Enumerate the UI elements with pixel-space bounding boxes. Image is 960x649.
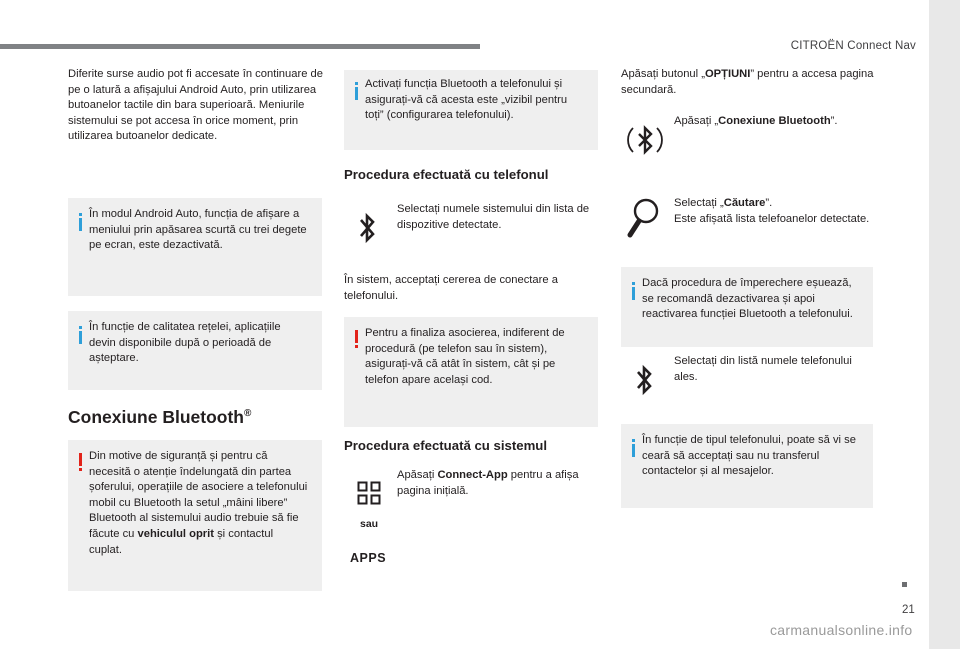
options-text: Apăsați butonul „OPȚIUNI” pentru a accesa pagina secundară.: [621, 68, 874, 96]
warning-flag-icon: [78, 453, 88, 471]
intro-paragraph: Diferite surse audio pot fi accesate în continuare de pe o latură a afișajului Android Auto, prin utilizarea butoanelor tactile din bara superioară. Meniurile sistemului se pot accesa în orice moment, prin utilizarea butoanelor dedicate.: [68, 68, 323, 143]
page-side-tab: [929, 0, 960, 649]
apps-button-label: APPS: [350, 551, 387, 565]
page-number: 21: [902, 604, 915, 616]
header-rule: [0, 44, 480, 49]
info-box-enable-bluetooth: [344, 70, 598, 150]
info-flag-icon: [78, 213, 88, 231]
bluetooth-icon: [633, 364, 655, 396]
info-flag-icon: [631, 282, 641, 300]
or-label: sau: [360, 518, 379, 530]
system-accept-text: În sistem, acceptați cererea de conectare a telefonului.: [344, 274, 558, 302]
system-step-text: Apăsați Connect-App pentru a afișa pagina inițială.: [397, 469, 579, 497]
info-text-enable-bluetooth: Activați funcția Bluetooth a telefonului și asigurați-vă că acesta este „vizibil pentru toți” (configurarea telefonului).: [365, 78, 568, 122]
watermark: carmanualsonline.info: [770, 622, 913, 638]
connect-app-grid-icon: [357, 481, 381, 505]
warning-box-safety: [68, 440, 322, 591]
info-flag-icon: [78, 326, 88, 344]
info-flag-icon: [631, 439, 641, 457]
info-text-network: În funcție de calitatea rețelei, aplicațiile devin disponibile după o perioadă de așteptare.: [89, 321, 281, 365]
step-bluetooth-connection-text: Apăsați „Conexiune Bluetooth”.: [674, 115, 838, 127]
bluetooth-icon: [356, 212, 378, 244]
info-text-android-menu: În modul Android Auto, funcția de afișare a meniului prin apăsarea scurtă cu trei degete pe ecran, este dezactivată.: [89, 208, 307, 252]
brand-title: CITROËN Connect Nav: [790, 40, 916, 52]
info-box-contacts-transfer: [621, 424, 873, 508]
warning-text-safety: Din motive de siguranță și pentru că necesită o atenție îndelungată din partea șoferului, operațiile de asociere a telefonului mobil cu Bluetooth la setul „mâini libere” Bluetooth al sistemului audio trebuie să fie făcute cu vehiculul oprit și contactul cuplat.: [89, 450, 308, 556]
bluetooth-connection-icon: [626, 120, 664, 160]
info-box-android-menu: [68, 198, 322, 296]
section-title-system-procedure: Procedura efectuată cu sistemul: [344, 438, 548, 453]
warning-flag-icon: [354, 330, 364, 348]
search-icon: [626, 198, 660, 238]
section-title-bluetooth: Conexiune Bluetooth®: [68, 407, 252, 427]
warning-box-code: [344, 317, 598, 427]
phone-step-text: Selectați numele sistemului din lista de dispozitive detectate.: [397, 203, 590, 231]
step-search-text: Selectați „Căutare”. Este afișată lista telefoanelor detectate.: [674, 197, 870, 225]
info-box-pairing-failed: [621, 267, 873, 347]
step-select-phone-text: Selectați din listă numele telefonului ales.: [674, 355, 852, 383]
info-box-network: [68, 311, 322, 390]
info-flag-icon: [354, 82, 364, 100]
continuation-marker: [902, 582, 907, 587]
warning-text-code: Pentru a finaliza asocierea, indiferent de procedură (pe telefon sau în sistem), asigurați-vă că atât în sistem, cât și pe telefon apare același cod.: [365, 327, 565, 386]
info-text-pairing-failed: Dacă procedura de împerechere eșuează, se recomandă dezactivarea și apoi reactivarea funcției Bluetooth a telefonului.: [642, 277, 853, 321]
info-text-contacts-transfer: În funcție de tipul telefonului, poate să vi se ceară să acceptați sau nu transferul contactelor și al mesajelor.: [642, 434, 856, 478]
section-title-phone-procedure: Procedura efectuată cu telefonul: [344, 167, 549, 182]
